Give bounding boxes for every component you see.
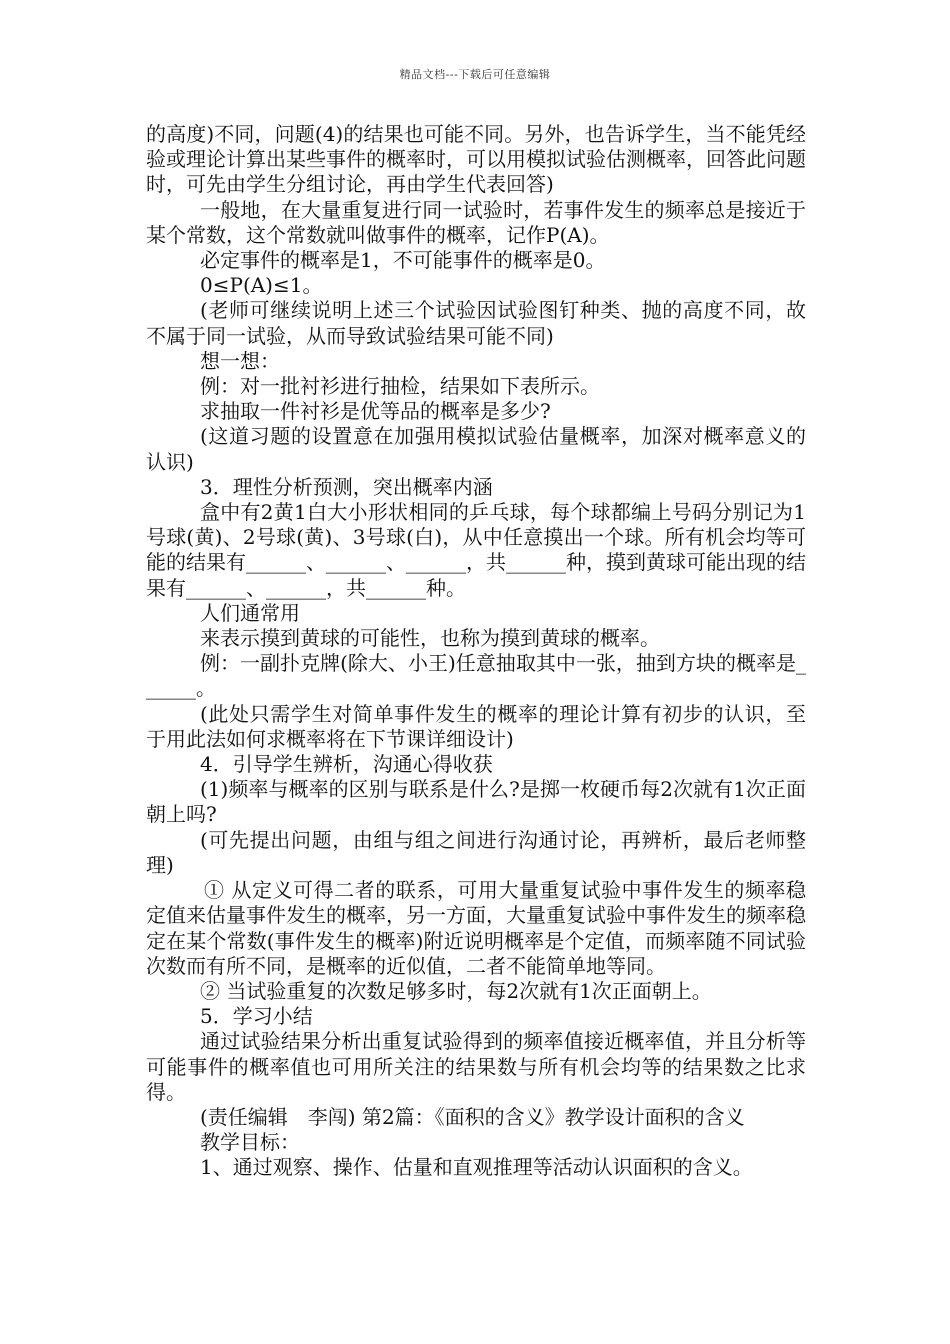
- paragraph: (可先提出问题，由组与组之间进行沟通讨论，再辨析，最后老师整理): [146, 827, 806, 877]
- paragraph: (这道习题的设置意在加强用模拟试验估量概率，加深对概率意义的认识): [146, 424, 806, 474]
- paragraph: 例：一副扑克牌(除大、小王)任意抽取其中一张，抽到方块的概率是______。: [146, 651, 806, 701]
- paragraph: 5．学习小结: [200, 1004, 313, 1029]
- paragraph: 人们通常用: [200, 600, 300, 625]
- paragraph: (责任编辑 李闯) 第2篇：《面积的含义》教学设计面积的含义: [200, 1104, 745, 1129]
- paragraph: (老师可继续说明上述三个试验因试验图钉种类、抛的高度不同，故不属于同一试验，从而导致试验结果可能不同): [146, 298, 806, 348]
- paragraph: 盒中有2黄1白大小形状相同的乒乓球，每个球都编上号码分别记为1号球(黄)、2号球(黄)、3号球(白)，从中任意摸出一个球。所有机会均等可能的结果有______、______、______，共______种，摸到黄球可能出现的结果有______、______，共______种。: [146, 500, 806, 600]
- paragraph: 例：对一批衬衫进行抽检，结果如下表所示。: [200, 374, 600, 399]
- paragraph: 来表示摸到黄球的可能性，也称为摸到黄球的概率。: [200, 626, 660, 651]
- paragraph: 3．理性分析预测，突出概率内涵: [200, 474, 493, 499]
- paragraph: (1)频率与概率的区别与联系是什么?是掷一枚硬币每2次就有1次正面朝上吗?: [146, 777, 806, 827]
- paragraph: 4．引导学生辨析，沟通心得收获: [200, 752, 493, 777]
- page-header: 精品文档---下载后可任意编辑: [399, 68, 551, 81]
- document-body: [146, 122, 806, 1181]
- paragraph: 1、通过观察、操作、估量和直观推理等活动认识面积的含义。: [200, 1155, 753, 1180]
- paragraph: 必定事件的概率是1，不可能事件的概率是0。: [200, 248, 606, 273]
- paragraph: ① 从定义可得二者的联系，可用大量重复试验中事件发生的频率稳定值来估量事件发生的概率，另一方面，大量重复试验中事件发生的频率稳定在某个常数(事件发生的概率)附近说明概率是个定值，而频率随不同试验次数而有所不同，是概率的近似值，二者不能简单地等同。: [146, 878, 806, 978]
- paragraph: 的高度)不同，问题(4)的结果也可能不同。另外，也告诉学生，当不能凭经验或理论计算出某些事件的概率时，可以用模拟试验估测概率，回答此问题时，可先由学生分组讨论，再由学生代表回答): [146, 122, 806, 197]
- paragraph: 一般地，在大量重复进行同一试验时，若事件发生的频率总是接近于某个常数，这个常数就叫做事件的概率，记作P(A)。: [146, 197, 806, 247]
- paragraph: 0≤P(A)≤1。: [200, 273, 323, 298]
- paragraph: ② 当试验重复的次数足够多时，每2次就有1次正面朝上。: [200, 978, 712, 1003]
- paragraph: (此处只需学生对简单事件发生的概率的理论计算有初步的认识，至于用此法如何求概率将在下节课详细设计): [146, 701, 806, 751]
- paragraph: 教学目标：: [200, 1130, 300, 1155]
- paragraph: 想一想：: [200, 348, 280, 373]
- paragraph: 通过试验结果分析出重复试验得到的频率值接近概率值，并且分析等可能事件的概率值也可用所关注的结果数与所有机会均等的结果数之比求得。: [146, 1029, 806, 1104]
- paragraph: 求抽取一件衬衫是优等品的概率是多少?: [200, 399, 551, 424]
